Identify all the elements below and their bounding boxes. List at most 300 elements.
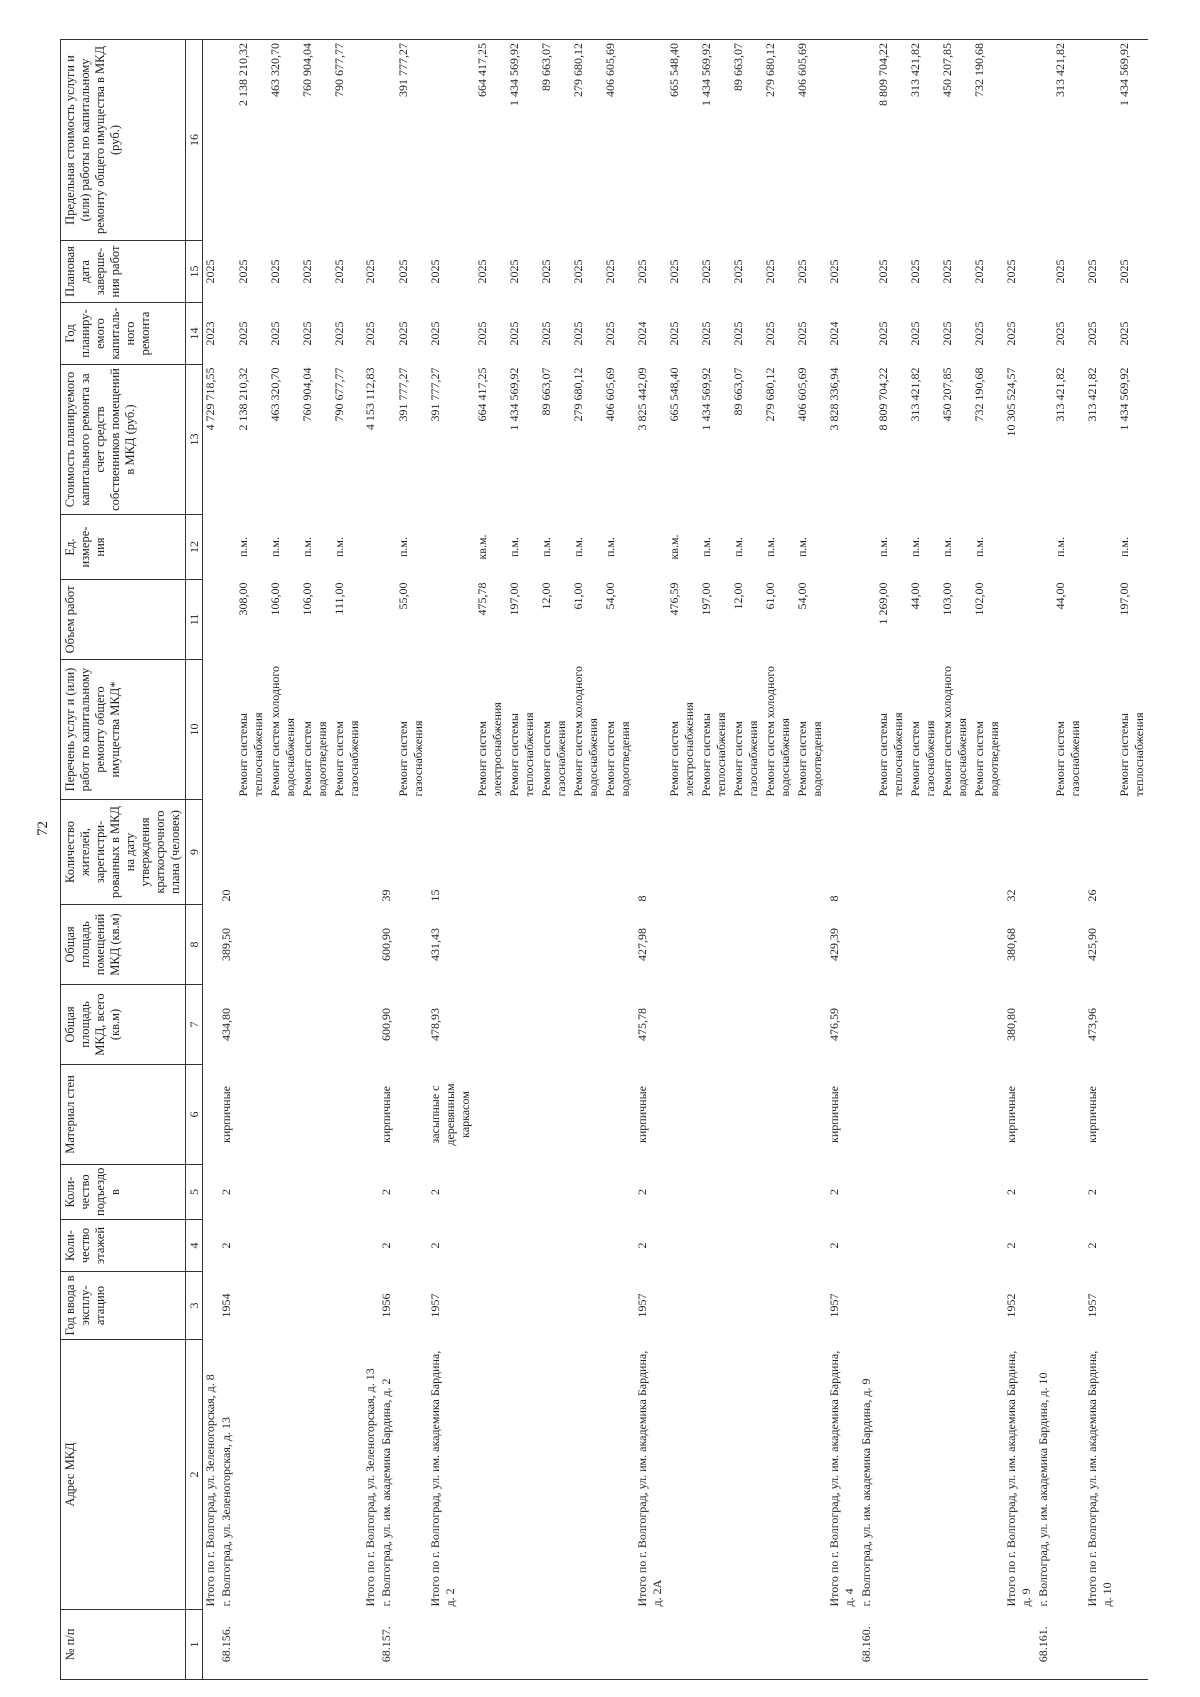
total-area [1035, 985, 1052, 1065]
work-name: Ремонт систем электроснабжения [475, 702, 505, 797]
empty-cell [203, 660, 219, 800]
work-cost: 406 605,69 [603, 367, 618, 422]
empty-cell [218, 365, 235, 515]
floors: 2 [219, 1242, 234, 1249]
empty-cell [427, 515, 474, 580]
empty-cell [378, 515, 395, 580]
work-unit: п.м. [731, 537, 746, 558]
work-row [939, 40, 971, 1680]
residents: 8 [635, 895, 650, 902]
total-area [858, 985, 875, 1065]
empty-cell [203, 40, 219, 241]
total-address: Итого по г. Волгоград, ул. им. академика Бардина, д. 4 [827, 1350, 857, 1607]
total-cost: 4 153 112,83 [363, 367, 378, 431]
empty-cell [1084, 515, 1116, 580]
empty-cell [1116, 1272, 1148, 1340]
empty-cell [666, 1272, 698, 1340]
empty-cell [203, 985, 219, 1065]
empty-cell [474, 1220, 506, 1272]
work-cost: 313 421,82 [1053, 367, 1068, 422]
work-unit: п.м. [1053, 537, 1068, 558]
total-row [1084, 40, 1116, 1680]
empty-cell [666, 800, 698, 905]
work-unit: п.м. [236, 537, 251, 558]
empty-cell [506, 1220, 538, 1272]
work-unit: п.м. [795, 537, 810, 558]
house-row [218, 40, 235, 1680]
empty-cell [762, 905, 794, 985]
empty-cell [570, 1065, 602, 1165]
work-name: Ремонт систем водоотведения [300, 721, 330, 797]
work-unit: п.м. [940, 537, 955, 558]
work-limit: 391 777,27 [395, 40, 427, 241]
wall-material: кирпичные [1004, 1086, 1019, 1143]
empty-cell [602, 1610, 634, 1680]
empty-cell [378, 303, 395, 365]
empty-cell [395, 1220, 427, 1272]
work-cost: 450 207,85 [940, 367, 955, 422]
entrances [1035, 1165, 1052, 1220]
work-row [474, 40, 506, 1680]
empty-cell [634, 580, 666, 660]
empty-cell [474, 1610, 506, 1680]
work-limit: 450 207,85 [939, 40, 971, 241]
empty-cell [474, 985, 506, 1065]
work-name: Ремонт систем холодного водоснабжения [571, 665, 601, 797]
work-year: 2025 [1117, 321, 1132, 346]
empty-cell [395, 985, 427, 1065]
work-year: 2025 [908, 321, 923, 346]
total-done: 2025 [827, 259, 842, 284]
empty-cell [506, 905, 538, 985]
empty-cell [602, 1340, 634, 1610]
empty-cell [235, 1272, 267, 1340]
work-name: Ремонт систем водоотведения [972, 721, 1002, 797]
work-cost: 732 190,68 [972, 367, 987, 422]
work-unit: п.м. [699, 537, 714, 558]
empty-cell [378, 660, 395, 800]
work-limit: 313 421,82 [1052, 40, 1084, 241]
empty-cell [363, 1610, 378, 1680]
empty-cell [939, 1610, 971, 1680]
work-cost: 790 677,77 [332, 367, 347, 422]
empty-cell [698, 1165, 730, 1220]
empty-cell [363, 515, 378, 580]
empty-cell [1116, 985, 1148, 1065]
work-done: 2025 [396, 259, 411, 284]
total-done: 2025 [1085, 259, 1100, 284]
empty-cell [939, 1272, 971, 1340]
empty-cell [794, 1165, 826, 1220]
empty-cell [538, 1272, 570, 1340]
empty-cell [267, 1272, 299, 1340]
total-area: 434,80 [219, 1008, 234, 1041]
total-area: 478,93 [428, 1008, 443, 1041]
empty-cell [875, 1220, 907, 1272]
empty-cell [762, 800, 794, 905]
wall-material: засыпные с деревянным каркасом [428, 1083, 473, 1146]
empty-cell [395, 1165, 427, 1220]
empty-cell [331, 1165, 363, 1220]
total-cost: 4 729 718,55 [203, 367, 218, 431]
empty-cell [427, 1610, 474, 1680]
work-limit: 463 320,70 [267, 40, 299, 241]
built-year: 1957 [428, 1293, 443, 1318]
total-row [427, 40, 474, 1680]
empty-cell [363, 800, 378, 905]
residents: 32 [1004, 889, 1019, 902]
col-header: Плановая дата заверше-ния работ [61, 241, 186, 303]
empty-cell [331, 905, 363, 985]
wall-material [858, 1065, 875, 1165]
col-header: Перечень услуг и (или) работ по капитальному ремонту общего имущества МКД* [61, 660, 186, 800]
work-volume: 106,00 [268, 582, 283, 616]
total-year: 2023 [203, 321, 218, 346]
work-done: 2025 [332, 259, 347, 284]
work-name: Ремонт систем водоотведения [795, 721, 825, 797]
work-name: Ремонт системы теплоснабжения [507, 712, 537, 797]
work-row [698, 40, 730, 1680]
empty-cell [634, 515, 666, 580]
work-name: Ремонт систем газоснабжения [332, 720, 362, 797]
total-area: 380,80 [1004, 1008, 1019, 1041]
empty-cell [474, 800, 506, 905]
col-header: Адрес МКД [61, 1340, 186, 1610]
work-row [1116, 40, 1148, 1680]
empty-cell [762, 1165, 794, 1220]
empty-cell [267, 1165, 299, 1220]
empty-cell [794, 905, 826, 985]
empty-cell [698, 1340, 730, 1610]
wall-material: кирпичные [635, 1086, 650, 1143]
empty-cell [907, 985, 939, 1065]
total-address: Итого по г. Волгоград, ул. им. академика Бардина, д. 10 [1085, 1350, 1115, 1607]
empty-cell [939, 985, 971, 1065]
work-volume: 111,00 [332, 582, 347, 615]
floors: 2 [1085, 1242, 1100, 1249]
empty-cell [474, 1340, 506, 1610]
work-year: 2025 [940, 321, 955, 346]
empty-cell [858, 365, 875, 515]
empty-cell [1052, 985, 1084, 1065]
empty-cell [267, 800, 299, 905]
work-unit: п.м. [300, 537, 315, 558]
col-number: 10 [186, 660, 203, 800]
empty-cell [698, 1610, 730, 1680]
empty-cell [1052, 1065, 1084, 1165]
empty-cell [666, 1340, 698, 1610]
built-year: 1957 [1085, 1293, 1100, 1318]
empty-cell [794, 985, 826, 1065]
empty-cell [875, 985, 907, 1065]
empty-cell [474, 1065, 506, 1165]
empty-cell [939, 905, 971, 985]
col-number: 13 [186, 365, 203, 515]
empty-cell [1052, 905, 1084, 985]
empty-cell [378, 40, 395, 241]
work-limit: 279 680,12 [762, 40, 794, 241]
built-year: 1957 [827, 1293, 842, 1318]
work-limit: 279 680,12 [570, 40, 602, 241]
empty-cell [299, 1065, 331, 1165]
col-number: 15 [186, 241, 203, 303]
work-row [538, 40, 570, 1680]
work-name: Ремонт систем газоснабжения [731, 720, 761, 797]
col-header: Общая площадь помещений МКД (кв.м) [61, 905, 186, 985]
work-volume: 61,00 [763, 582, 778, 610]
empty-cell [427, 580, 474, 660]
empty-cell [203, 1272, 219, 1340]
entrances: 2 [1004, 1189, 1019, 1195]
work-limit: 406 605,69 [602, 40, 634, 241]
total-year: 2025 [1085, 321, 1100, 346]
empty-cell [538, 985, 570, 1065]
work-year: 2025 [795, 321, 810, 346]
work-row [602, 40, 634, 1680]
work-volume: 308,00 [236, 582, 251, 616]
work-year: 2025 [1053, 321, 1068, 346]
empty-cell [730, 905, 762, 985]
total-done: 2025 [635, 259, 650, 284]
built-year [858, 1272, 875, 1340]
work-done: 2025 [507, 259, 522, 284]
empty-cell [570, 905, 602, 985]
empty-cell [602, 1165, 634, 1220]
wall-material: кирпичные [827, 1086, 842, 1143]
total-row [363, 40, 378, 1680]
floors: 2 [635, 1242, 650, 1249]
empty-cell [395, 800, 427, 905]
empty-cell [299, 985, 331, 1065]
work-volume: 106,00 [300, 582, 315, 616]
work-row [794, 40, 826, 1680]
total-area: 476,59 [827, 1008, 842, 1041]
empty-cell [235, 905, 267, 985]
empty-cell [1035, 515, 1052, 580]
work-row [331, 40, 363, 1680]
empty-cell [299, 905, 331, 985]
empty-cell [1052, 1610, 1084, 1680]
work-limit: 760 904,04 [299, 40, 331, 241]
work-volume: 44,00 [1053, 582, 1068, 610]
work-name: Ремонт системы теплоснабжения [1117, 712, 1147, 797]
empty-cell [538, 1610, 570, 1680]
wall-material: кирпичные [1085, 1086, 1100, 1143]
col-number: 12 [186, 515, 203, 580]
work-year: 2025 [972, 321, 987, 346]
empty-cell [218, 241, 235, 303]
work-name: Ремонт систем электроснабжения [667, 702, 697, 797]
col-number: 3 [186, 1272, 203, 1340]
total-cost: 3 825 442,09 [635, 367, 650, 431]
work-volume: 197,00 [507, 582, 522, 616]
empty-cell [506, 1065, 538, 1165]
work-unit: п.м. [603, 537, 618, 558]
wall-material [1035, 1065, 1052, 1165]
work-unit: п.м. [876, 537, 891, 558]
empty-cell [826, 40, 858, 241]
empty-cell [1035, 365, 1052, 515]
house-row [378, 40, 395, 1680]
work-done: 2025 [571, 259, 586, 284]
total-year: 2024 [635, 321, 650, 346]
empty-cell [538, 1340, 570, 1610]
empty-cell [427, 40, 474, 241]
empty-cell [875, 1340, 907, 1610]
col-header: Общая площадь МКД, всего (кв.м) [61, 985, 186, 1065]
work-volume: 61,00 [571, 582, 586, 610]
empty-cell [1116, 1610, 1148, 1680]
entrances: 2 [635, 1189, 650, 1195]
empty-cell [907, 1065, 939, 1165]
work-cost: 1 434 569,92 [507, 367, 522, 431]
work-volume: 12,00 [731, 582, 746, 610]
empty-cell [762, 1340, 794, 1610]
empty-cell [602, 1065, 634, 1165]
built-year: 1957 [635, 1293, 650, 1318]
work-unit: п.м. [763, 537, 778, 558]
empty-cell [395, 1065, 427, 1165]
empty-cell [506, 1340, 538, 1610]
entrances: 2 [379, 1189, 394, 1195]
empty-cell [971, 1610, 1003, 1680]
empty-cell [794, 1220, 826, 1272]
work-cost: 89 663,07 [731, 367, 746, 416]
work-cost: 89 663,07 [539, 367, 554, 416]
empty-cell [907, 1340, 939, 1610]
empty-cell [634, 660, 666, 800]
rooms-area: 429,39 [827, 928, 842, 961]
empty-cell [666, 1610, 698, 1680]
work-row [299, 40, 331, 1680]
empty-cell [1003, 660, 1035, 800]
work-year: 2025 [876, 321, 891, 346]
empty-cell [1035, 40, 1052, 241]
empty-cell [363, 905, 378, 985]
empty-cell [730, 1165, 762, 1220]
work-unit: п.м. [1117, 537, 1132, 558]
empty-cell [875, 1272, 907, 1340]
work-cost: 8 809 704,22 [876, 367, 891, 431]
total-address: Итого по г. Волгоград, ул. им. академика Бардина, д. 2 [428, 1350, 458, 1607]
rooms-area [1035, 905, 1052, 985]
empty-cell [570, 800, 602, 905]
work-done: 2025 [268, 259, 283, 284]
col-header: Год ввода в эксплу-атацию [61, 1272, 186, 1340]
empty-cell [203, 800, 219, 905]
empty-cell [1052, 1340, 1084, 1610]
total-done: 2025 [203, 259, 218, 284]
empty-cell [235, 985, 267, 1065]
house-row [1035, 40, 1052, 1680]
empty-cell [907, 1272, 939, 1340]
work-year: 2025 [571, 321, 586, 346]
work-volume: 197,00 [699, 582, 714, 616]
total-row [634, 40, 666, 1680]
residents: 39 [379, 889, 394, 902]
empty-cell [538, 905, 570, 985]
entrances: 2 [219, 1189, 234, 1195]
total-year: 2025 [428, 321, 443, 346]
empty-cell [267, 1220, 299, 1272]
empty-cell [363, 40, 378, 241]
col-number: 1 [186, 1610, 203, 1680]
empty-cell [474, 1272, 506, 1340]
work-cost: 406 605,69 [795, 367, 810, 422]
total-area: 475,78 [635, 1008, 650, 1041]
empty-cell [762, 1065, 794, 1165]
total-cost: 313 421,82 [1085, 367, 1100, 422]
total-year: 2025 [1004, 321, 1019, 346]
work-limit: 732 190,68 [971, 40, 1003, 241]
total-cost: 10 305 524,57 [1004, 367, 1019, 437]
entrances: 2 [428, 1189, 443, 1195]
empty-cell [1035, 241, 1052, 303]
empty-cell [907, 1220, 939, 1272]
work-limit: 406 605,69 [794, 40, 826, 241]
empty-cell [939, 1165, 971, 1220]
work-cost: 279 680,12 [763, 367, 778, 422]
floors [858, 1220, 875, 1272]
empty-cell [971, 1165, 1003, 1220]
col-number: 11 [186, 580, 203, 660]
work-row [395, 40, 427, 1680]
empty-cell [762, 985, 794, 1065]
work-year: 2025 [268, 321, 283, 346]
col-header: Коли-чество подъездо в [61, 1165, 186, 1220]
rooms-area: 431,43 [428, 928, 443, 961]
row-number: 68.161. [1035, 1610, 1052, 1680]
residents: 8 [827, 895, 842, 902]
empty-cell [363, 1165, 378, 1220]
work-name: Ремонт систем газоснабжения [539, 720, 569, 797]
col-header: Стоимость планируемого капитального ремонта за счет средств собственников помещений в МКД (руб.) [61, 365, 186, 515]
empty-cell [363, 1065, 378, 1165]
work-limit: 8 809 704,22 [875, 40, 907, 241]
empty-cell [218, 303, 235, 365]
total-address: Итого по г. Волгоград, ул. Зеленогорская, д. 8 [203, 1374, 218, 1607]
work-unit: п.м. [332, 537, 347, 558]
work-year: 2025 [603, 321, 618, 346]
column-number-row [186, 40, 203, 1680]
empty-cell [218, 580, 235, 660]
work-cost: 463 320,70 [268, 367, 283, 422]
work-row [235, 40, 267, 1680]
empty-cell [538, 1220, 570, 1272]
empty-cell [378, 580, 395, 660]
total-year: 2025 [363, 321, 378, 346]
empty-cell [666, 905, 698, 985]
work-limit: 89 663,07 [538, 40, 570, 241]
empty-cell [299, 1340, 331, 1610]
work-year: 2025 [539, 321, 554, 346]
empty-cell [395, 1610, 427, 1680]
work-done: 2025 [475, 259, 490, 284]
empty-cell [299, 800, 331, 905]
work-name: Ремонт систем холодного водоснабжения [763, 665, 793, 797]
empty-cell [602, 800, 634, 905]
empty-cell [235, 1610, 267, 1680]
entrances: 2 [1085, 1189, 1100, 1195]
empty-cell [203, 1220, 219, 1272]
empty-cell [331, 1220, 363, 1272]
house-address: г. Волгоград, ул. им. академика Бардина, д. 2 [379, 1378, 394, 1607]
empty-cell [875, 905, 907, 985]
col-number: 16 [186, 40, 203, 241]
work-volume: 55,00 [396, 582, 411, 610]
empty-cell [730, 1272, 762, 1340]
empty-cell [666, 1065, 698, 1165]
